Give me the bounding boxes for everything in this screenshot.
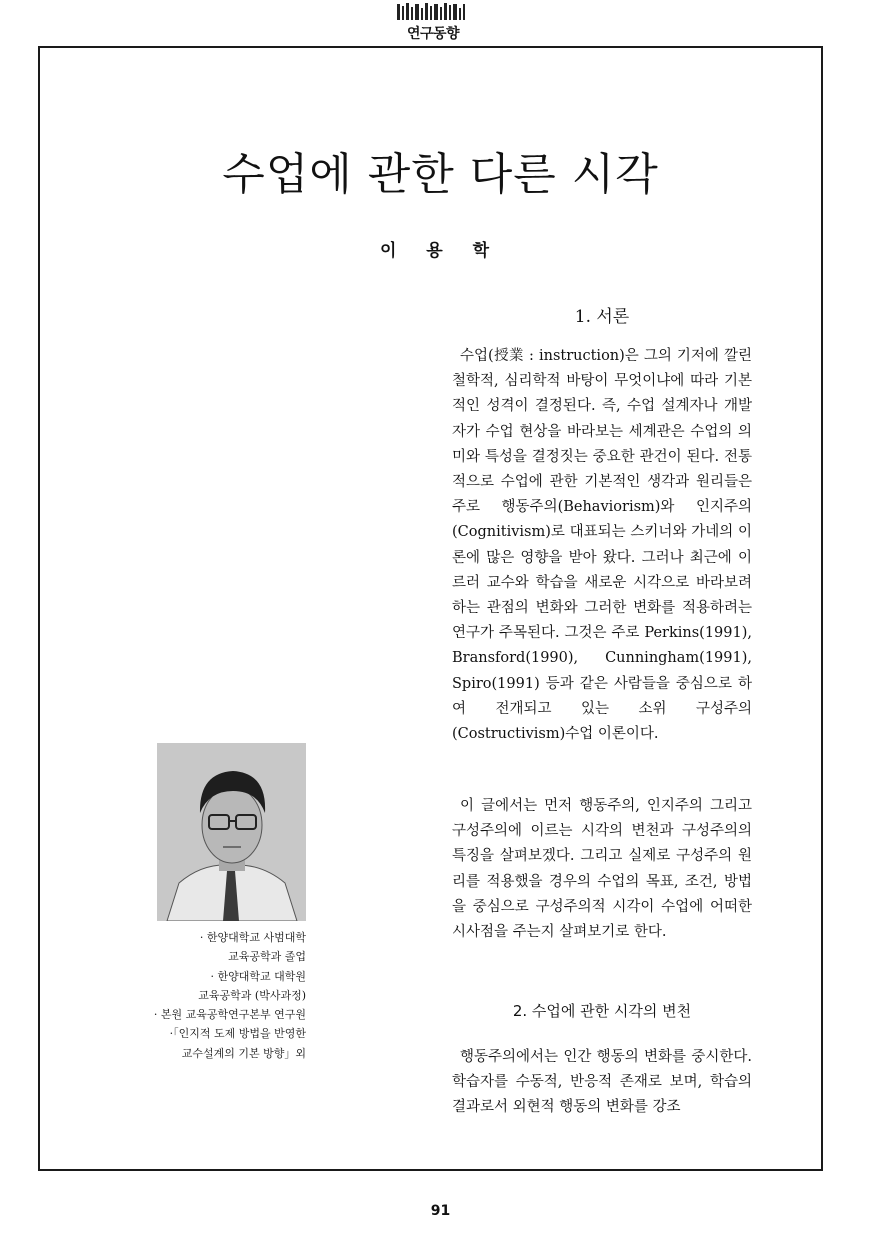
paragraph: 행동주의에서는 인간 행동의 변화를 중시한다. 학습자를 수동적, 반응적 존재로 보며, 학습의 결과로서 외현적 행동의 변화를 강조 [452,1049,752,1116]
section-label: 연구동향 [406,26,460,42]
bio-line: 교육공학과 졸업 [228,950,306,964]
history-body [452,1045,752,1121]
section-heading-intro: 1. 서론 [574,307,630,327]
author-bio [120,928,306,1063]
paragraph: 수업(授業 : instruction)은 그의 기저에 깔린 철학적, 심리학적 바탕이 무엇이냐에 따라 기본적인 성격이 결정된다. 즉, 수업 설계자나 개발자가 수업 현상을 바라보는 세계관은 수업의 의미와 특성을 결정짓는 중요한 관건이 된다. 전통적으로 수업에 관한 기본적인 생각과 원리들은 주로 행동주의(Behaviorism)와 인지주의(Cognitivism)로 대표되는 스키너와 가네의 이론에 많은 영향을 받아 왔다. 그러나 최근에 이르러 교수와 학습을 새로운 시각으로 바라보려 하는 관점의 변화와 그러한 변화를 적용하려는 연구가 주목된다. 그것은 주로 Perkins(1991), Bransford(1990), Cunningham(1991), Spiro(1991) 등과 같은 사람들을 중심으로 하여 전개되고 있는 소위 구성주의(Costructivism)수업 이론이다. [452,348,752,743]
author-photo [157,743,306,921]
paragraph: 이 글에서는 먼저 행동주의, 인지주의 그리고 구성주의에 이르는 시각의 변천과 구성주의의 특징을 살펴보겠다. 그리고 실제로 구성주의 원리를 적용했을 경우의 수업의 목표, 조건, 방법을 중심으로 구성주의적 시각이 수업에 어떠한 시사점을 주는지 살펴보기로 한다. [452,798,752,941]
bio-line: · 한양대학교 대학원 [210,969,306,983]
article-title: 수업에 관한 다른 시각 [222,149,659,200]
bio-line: 교육공학과 (박사과정) [198,988,306,1002]
intro-body [452,344,752,747]
header-ornament [395,2,467,22]
page-number: 91 [430,1203,451,1219]
article-author: 이 용 학 [379,241,502,261]
bio-line: · 한양대학교 사범대학 [199,931,306,944]
intro-body-2 [452,794,752,945]
bio-line: 교수설계의 기본 방향」외 [181,1046,306,1060]
bio-line: · 본원 교육공학연구본부 연구원 [153,1008,306,1022]
bio-line: ·「인지적 도제 방법을 반영한 [169,1027,306,1041]
section-heading-history: 2. 수업에 관한 시각의 변천 [512,1002,692,1020]
